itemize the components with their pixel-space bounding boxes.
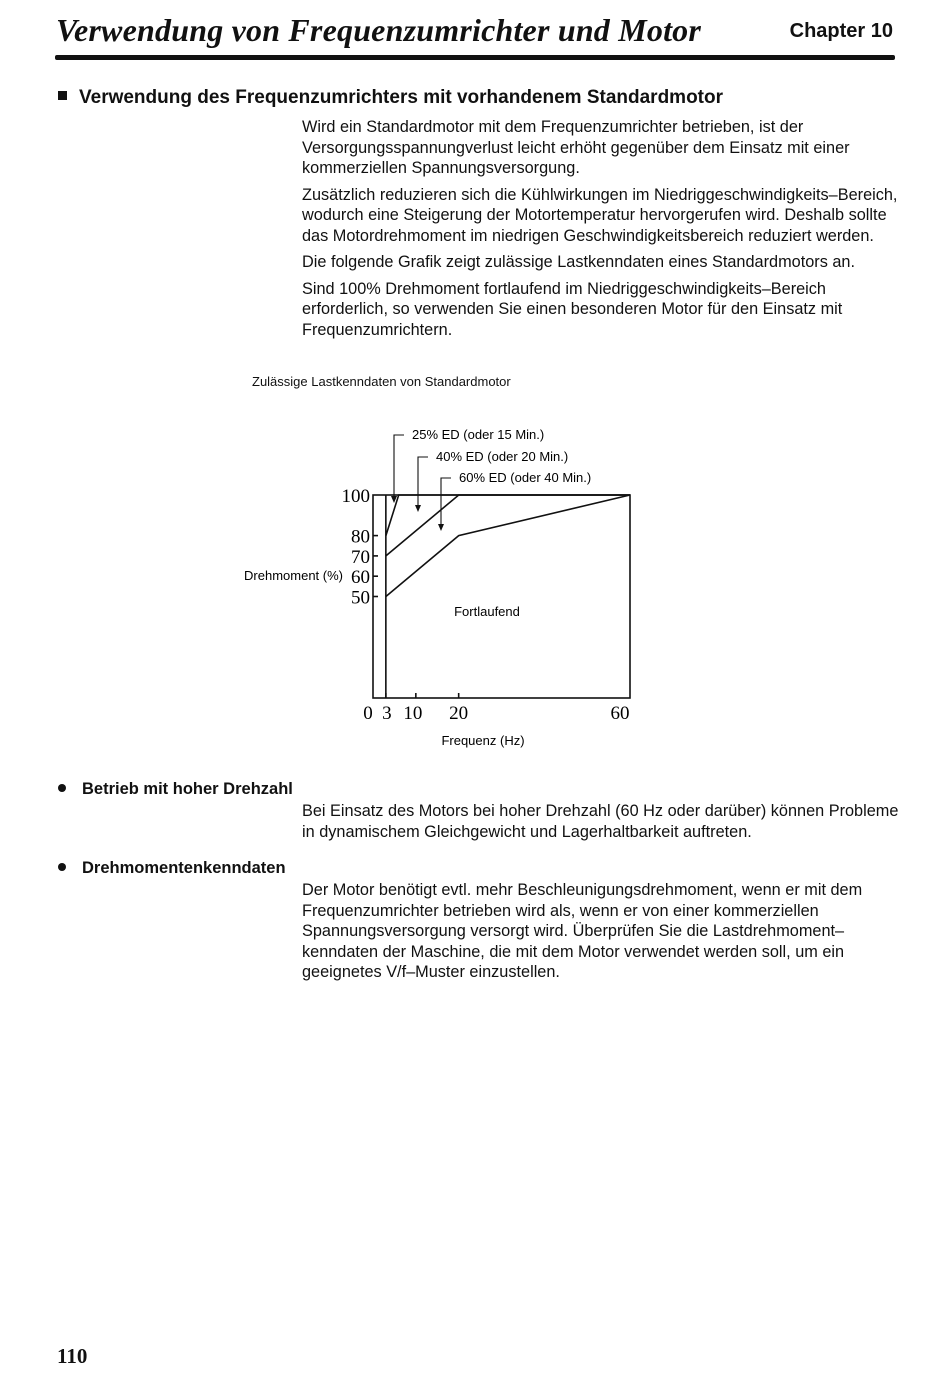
series-legend-leader bbox=[418, 457, 428, 505]
paragraph: Zusätzlich reduzieren sich die Kühlwirkungen im Niedriggeschwindigkeits–Bereich, wodurch eine Steigerung der Motortemperatur hervorgerufen wird. Deshalb sollte das Motordrehmoment im niedrigen Geschwindigkeitsbereich reduziert werden. bbox=[302, 185, 898, 245]
series-legend-leader bbox=[394, 435, 404, 496]
bullet-body-torque bbox=[302, 880, 902, 989]
paragraph: Wird ein Standardmotor mit dem Frequenzumrichter betrieben, ist der Versorgungsspannungverlust leicht erhöht gegenüber dem Einsatz mit einer kommerziellen Spannungsversorgung. bbox=[302, 118, 850, 177]
series-legend-label: 25% ED (oder 15 Min.) bbox=[412, 427, 545, 442]
x-tick-label: 10 bbox=[403, 703, 423, 724]
x-tick-label: 3 bbox=[382, 703, 392, 724]
arrow-down-icon bbox=[438, 524, 444, 531]
page-number: 110 bbox=[57, 1344, 88, 1368]
bullet-body-high-speed bbox=[302, 801, 902, 848]
series-legend-label: 60% ED (oder 40 Min.) bbox=[459, 470, 592, 485]
y-axis-label: Drehmoment (%) bbox=[244, 568, 343, 583]
bullet-heading-torque bbox=[58, 859, 286, 878]
bullet-dot-icon bbox=[58, 863, 66, 871]
x-axis-label: Frequenz (Hz) bbox=[441, 733, 525, 748]
series-legend-label: 40% ED (oder 20 Min.) bbox=[436, 449, 569, 464]
y-tick-label: 70 bbox=[351, 546, 370, 568]
paragraph: Bei Einsatz des Motors bei hoher Drehzahl (60 Hz oder darüber) können Probleme in dynamischem Gleichgewicht und Lagerhaltbarkeit auftreten. bbox=[302, 802, 899, 841]
y-tick-label: 100 bbox=[341, 486, 370, 507]
section-heading-text: Verwendung des Frequenzumrichters mit vorhandenem Standardmotor bbox=[79, 87, 724, 108]
y-tick-label: 50 bbox=[351, 587, 370, 609]
y-tick-label: 60 bbox=[351, 567, 370, 589]
series-line-1 bbox=[386, 495, 630, 536]
chapter-label: Chapter 10 bbox=[789, 20, 893, 42]
x-tick-label: 0 bbox=[363, 703, 373, 724]
paragraph: Die folgende Grafik zeigt zulässige Lastkenndaten eines Standardmotors an. bbox=[302, 253, 855, 271]
x-tick-label: 60 bbox=[610, 703, 630, 724]
paragraph: Sind 100% Drehmoment fortlaufend im Niedriggeschwindigkeits–Bereich erforderlich, so verwenden Sie einen besonderen Motor für den Einsatz mit Frequenzumrichtern. bbox=[302, 279, 843, 339]
y-tick-label: 80 bbox=[351, 526, 370, 548]
chart-title: Zulässige Lastkenndaten von Standardmotor bbox=[252, 374, 511, 389]
bullet-dot-icon bbox=[58, 784, 66, 792]
page-title: Verwendung von Frequenzumrichter und Motor bbox=[56, 12, 702, 48]
x-tick-label: 20 bbox=[449, 703, 469, 724]
arrow-down-icon bbox=[415, 505, 421, 512]
paragraph: Der Motor benötigt evtl. mehr Beschleunigungsdrehmoment, wenn er mit dem Frequenzumrichter betrieben wird als, wenn er von einer kommerziellen Spannungsversorgung versorgt wird. Überprüfen Sie die Lastdrehmoment–kenndaten der Maschine, die mit dem Motor verwendet werden soll, um ein geeignetes V/f–Muster einzustellen. bbox=[302, 881, 863, 981]
series-line-3 bbox=[386, 495, 630, 597]
series-legend-leader bbox=[441, 478, 451, 524]
bullet-heading-text: Betrieb mit hoher Drehzahl bbox=[82, 780, 293, 798]
bullet-heading-high-speed bbox=[58, 780, 293, 799]
bullet-heading-text: Drehmomentenkenndaten bbox=[82, 859, 286, 877]
region-label: Fortlaufend bbox=[454, 604, 520, 619]
